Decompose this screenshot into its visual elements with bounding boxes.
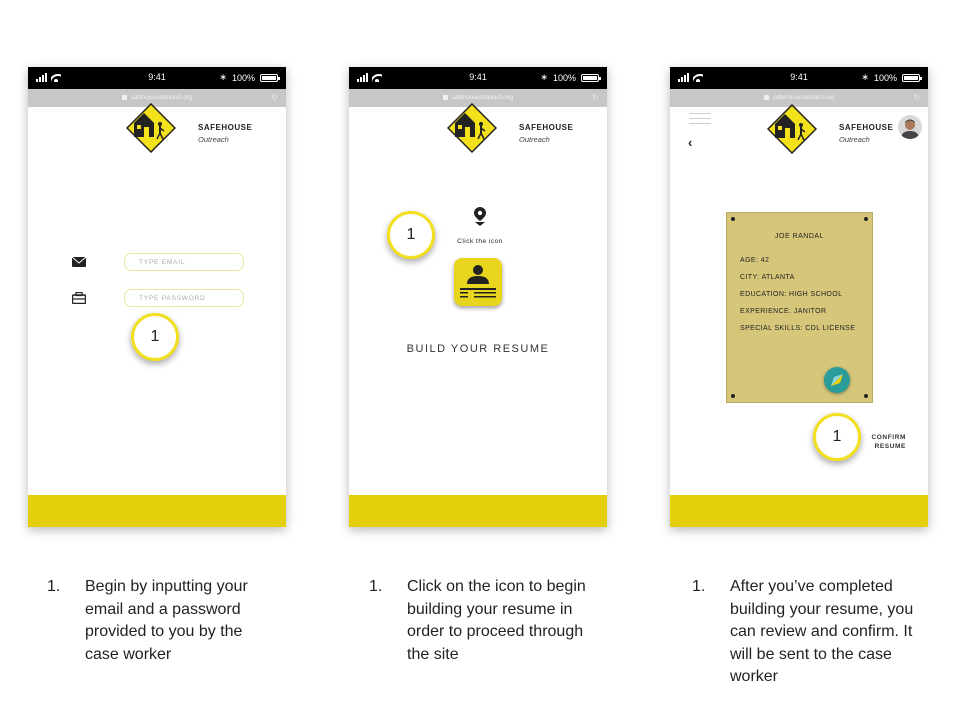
bluetooth-icon: ∗	[540, 72, 548, 82]
resume-name: JOE RANDAL	[775, 233, 824, 240]
safehouse-logo	[767, 104, 817, 154]
send-icon[interactable]	[824, 367, 850, 393]
caption-text: After you’ve completed building your resume, you can review and confirm. It will be sent to the case worker	[730, 578, 914, 685]
resume-icon[interactable]	[454, 258, 502, 306]
battery-icon	[902, 74, 920, 82]
caption-number: 1.	[692, 578, 706, 595]
phone-screen-confirm	[670, 67, 928, 527]
step-marker: 1	[387, 211, 435, 259]
resume-card	[726, 212, 873, 403]
brand-name: SAFEHOUSE	[198, 123, 253, 132]
lock-icon	[443, 95, 448, 100]
bluetooth-icon: ∗	[861, 72, 869, 82]
status-time: 9:41	[790, 72, 808, 82]
email-input[interactable]	[124, 253, 244, 271]
battery-icon	[260, 74, 278, 82]
step-marker: 1	[131, 313, 179, 361]
phone-screen-build	[349, 67, 607, 527]
status-bar	[670, 67, 928, 89]
caption-text: Click on the icon to begin building your resume in order to proceed through the site	[407, 578, 586, 663]
resume-label: RESUME	[874, 443, 906, 450]
card-corner-dot	[864, 394, 868, 398]
brand-block	[519, 123, 573, 144]
resume-line: SPECIAL SKILLS: CDL LICENSE	[740, 325, 856, 332]
envelope-icon	[72, 257, 86, 267]
resume-line: CITY: ATLANTA	[740, 274, 795, 281]
safehouse-logo	[447, 103, 497, 153]
click-hint: Click the icon	[457, 238, 503, 245]
status-time: 9:41	[469, 72, 487, 82]
resume-line: EXPERIENCE: JANITOR	[740, 308, 827, 315]
back-chevron-icon[interactable]: ‹	[688, 135, 693, 150]
footer-bar	[349, 495, 607, 527]
caption-text: Begin by inputting your email and a password provided to you by the case worker	[85, 578, 248, 663]
brand-block	[198, 123, 252, 144]
bluetooth-icon: ∗	[219, 72, 227, 82]
reload-icon[interactable]: ↻	[271, 93, 278, 102]
url-text: safehouseoutreach.org	[130, 95, 193, 101]
battery-percent: 100%	[231, 72, 255, 83]
password-input[interactable]	[124, 289, 244, 307]
brand-tagline: Outreach	[519, 135, 550, 144]
location-pin-icon	[473, 207, 487, 227]
brand-block	[839, 123, 893, 144]
resume-line: AGE: 42	[740, 257, 770, 264]
reload-icon[interactable]: ↻	[592, 93, 599, 102]
avatar[interactable]	[898, 115, 922, 139]
status-time: 9:41	[148, 72, 166, 82]
build-resume-label: BUILD YOUR RESUME	[406, 343, 550, 355]
footer-bar	[670, 495, 928, 527]
footer-bar	[28, 495, 286, 527]
briefcase-icon	[72, 291, 86, 303]
status-bar	[28, 67, 286, 89]
confirm-label: CONFIRM	[871, 434, 906, 441]
brand-tagline: Outreach	[839, 135, 870, 144]
card-corner-dot	[731, 217, 735, 221]
confirm-resume-button[interactable]	[856, 433, 906, 451]
safehouse-logo	[126, 103, 176, 153]
url-text: safehouseoutreach.org	[451, 95, 514, 101]
brand-tagline: Outreach	[198, 135, 229, 144]
lock-icon	[122, 95, 127, 100]
url-text: safehouseoutreach.org	[772, 95, 835, 101]
caption-number: 1.	[369, 578, 383, 595]
phone-screen-login	[28, 67, 286, 527]
status-bar	[349, 67, 607, 89]
card-corner-dot	[864, 217, 868, 221]
card-corner-dot	[731, 394, 735, 398]
hamburger-menu-icon[interactable]	[689, 113, 711, 123]
reload-icon[interactable]: ↻	[913, 93, 920, 102]
battery-percent: 100%	[552, 72, 576, 83]
caption-number: 1.	[47, 578, 61, 595]
brand-name: SAFEHOUSE	[519, 123, 574, 132]
resume-line: EDUCATION: HIGH SCHOOL	[740, 291, 843, 298]
step-marker: 1	[813, 413, 861, 461]
lock-icon	[764, 95, 769, 100]
battery-percent: 100%	[873, 72, 897, 83]
brand-name: SAFEHOUSE	[839, 123, 894, 132]
battery-icon	[581, 74, 599, 82]
